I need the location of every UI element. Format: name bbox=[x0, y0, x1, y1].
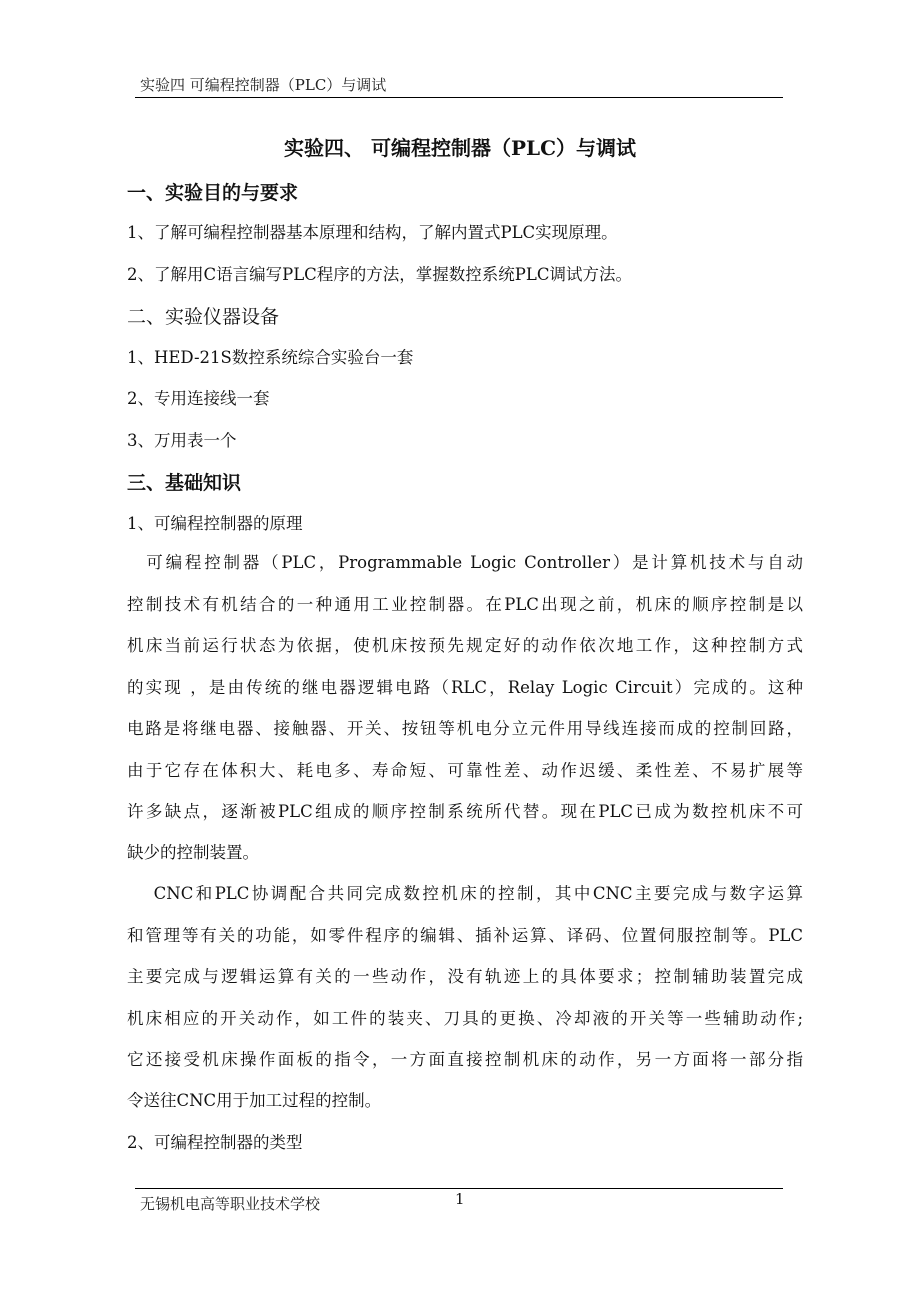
paragraph1-line: 由于它存在体积大、耗电多、寿命短、可靠性差、动作迟缓、柔性差、不易扩展等 bbox=[127, 761, 803, 780]
paragraph1-line: 许多缺点，逐渐被PLC组成的顺序控制系统所代替。现在PLC已成为数控机床不可 bbox=[127, 802, 803, 821]
paragraph1-line: 机床当前运行状态为依据，使机床按预先规定好的动作依次地工作，这种控制方式 bbox=[127, 636, 803, 655]
paragraph1-line: 缺少的控制装置。 bbox=[127, 843, 259, 862]
page-number: 1 bbox=[455, 1190, 465, 1208]
paragraph1-line: 电路是将继电器、接触器、开关、按钮等机电分立元件用导线连接而成的控制回路， bbox=[127, 719, 803, 738]
paragraph1-line: 的实现 ，是由传统的继电器逻辑电路（RLC，Relay Logic Circuit）完成的。这种 bbox=[127, 678, 803, 697]
section3-heading: 三、基础知识 bbox=[127, 472, 242, 494]
section1-item-1: 1、了解可编程控制器基本原理和结构，了解内置式PLC实现原理。 bbox=[127, 223, 618, 242]
paragraph2-line: 主要完成与逻辑运算有关的一些动作，没有轨迹上的具体要求；控制辅助装置完成 bbox=[127, 967, 803, 986]
section2-item-2: 2、专用连接线一套 bbox=[127, 389, 270, 408]
section1-item-2: 2、了解用C语言编写PLC程序的方法，掌握数控系统PLC调试方法。 bbox=[127, 265, 632, 284]
section2-item-1: 1、HED-21S数控系统综合实验台一套 bbox=[127, 348, 414, 367]
footer-rule bbox=[135, 1188, 783, 1189]
page-header: 实验四 可编程控制器（PLC）与调试 bbox=[140, 76, 387, 94]
section3-subheading-2: 2、可编程控制器的类型 bbox=[127, 1133, 303, 1152]
paragraph2-line: CNC和PLC协调配合共同完成数控机床的控制，其中CNC主要完成与数字运算 bbox=[127, 884, 803, 903]
paragraph1-line: 控制技术有机结合的一种通用工业控制器。在PLC出现之前，机床的顺序控制是以 bbox=[127, 595, 803, 614]
section1-heading: 一、实验目的与要求 bbox=[127, 182, 299, 204]
paragraph2-line: 和管理等有关的功能，如零件程序的编辑、插补运算、译码、位置伺服控制等。PLC bbox=[127, 926, 803, 945]
paragraph1-line: 可编程控制器（PLC，Programmable Logic Controller）是计算机技术与自动 bbox=[127, 553, 803, 572]
header-rule bbox=[135, 97, 783, 98]
section2-heading: 二、实验仪器设备 bbox=[127, 306, 280, 328]
section2-item-3: 3、万用表一个 bbox=[127, 431, 237, 450]
paragraph2-line: 令送往CNC用于加工过程的控制。 bbox=[127, 1091, 382, 1110]
document-title: 实验四、 可编程控制器（PLC）与调试 bbox=[284, 136, 636, 160]
paragraph2-line: 它还接受机床操作面板的指令，一方面直接控制机床的动作，另一方面将一部分指 bbox=[127, 1050, 803, 1069]
paragraph2-line: 机床相应的开关动作，如工件的装夹、刀具的更换、冷却液的开关等一些辅助动作; bbox=[127, 1009, 803, 1028]
section3-subheading-1: 1、可编程控制器的原理 bbox=[127, 514, 303, 533]
footer-school: 无锡机电高等职业技术学校 bbox=[140, 1195, 321, 1213]
